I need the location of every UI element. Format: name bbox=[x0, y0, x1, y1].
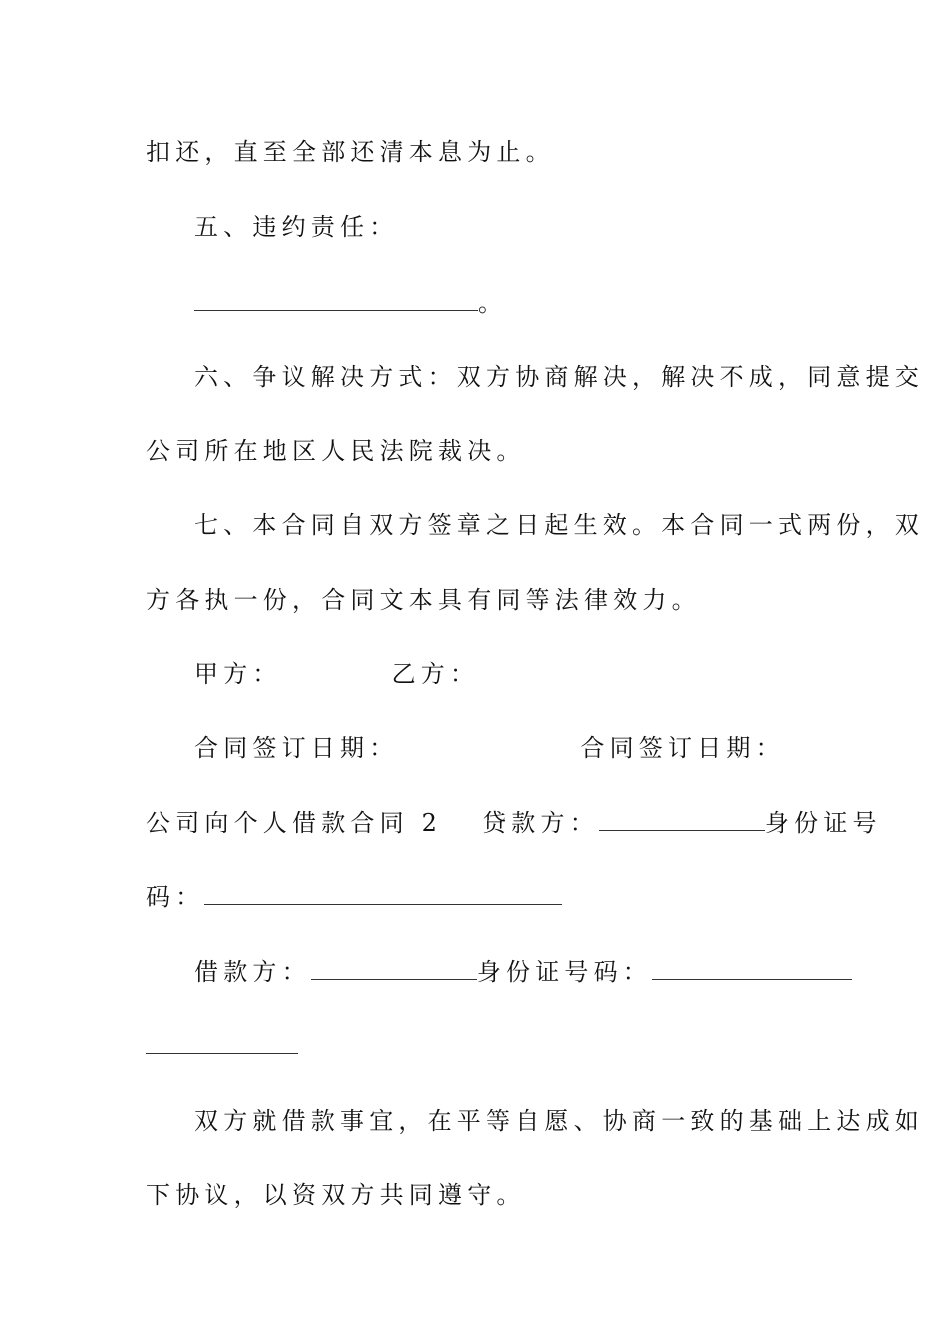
paragraph-effective-line-2: 方各执一份，合同文本具有同等法律效力。 bbox=[146, 586, 701, 614]
paragraph-dispute-line-2: 公司所在地区人民法院裁决。 bbox=[146, 437, 526, 465]
signing-date-b-label: 合同签订日期： bbox=[580, 734, 785, 762]
borrower-id-blank-cont bbox=[146, 1031, 298, 1054]
heading-breach-liability: 五、违约责任： bbox=[194, 213, 399, 241]
breach-liability-blank-line bbox=[194, 288, 816, 318]
lender-id-blank bbox=[204, 882, 562, 905]
paragraph-agreement-line-2: 下协议，以资双方共同遵守。 bbox=[146, 1181, 526, 1209]
contract-2-title: 公司向个人借款合同 2 bbox=[146, 809, 443, 837]
lender-name-blank bbox=[599, 808, 765, 831]
period-mark: 。 bbox=[478, 289, 508, 317]
borrower-name-blank bbox=[311, 957, 477, 980]
lender-label: 贷款方： bbox=[482, 809, 599, 837]
borrower-label: 借款方： bbox=[194, 958, 311, 986]
paragraph-effective-line-1: 七、本合同自双方签章之日起生效。本合同一式两份，双 bbox=[194, 511, 924, 539]
party-signature-line bbox=[194, 659, 816, 689]
paragraph-agreement-line-1: 双方就借款事宜，在平等自愿、协商一致的基础上达成如 bbox=[194, 1107, 924, 1135]
paragraph-repayment-end: 扣还，直至全部还清本息为止。 bbox=[146, 138, 555, 166]
lender-id-label: 身份证号 bbox=[764, 809, 882, 837]
borrower-id-label: 身份证号码： bbox=[476, 958, 653, 986]
party-b-label: 乙方： bbox=[391, 660, 480, 688]
borrower-line bbox=[194, 957, 816, 987]
signing-date-line bbox=[194, 733, 816, 763]
party-a-label: 甲方： bbox=[194, 660, 282, 688]
paragraph-dispute-line-1: 六、争议解决方式：双方协商解决，解决不成，同意提交 bbox=[194, 363, 924, 391]
borrower-id-continuation-line bbox=[146, 1031, 816, 1061]
contract-2-header-line bbox=[146, 808, 882, 838]
signing-date-a-label: 合同签订日期： bbox=[194, 734, 399, 762]
fill-in-blank bbox=[194, 288, 478, 311]
borrower-id-blank bbox=[652, 957, 852, 980]
lender-id-line bbox=[146, 882, 816, 912]
lender-id-label-cont: 码： bbox=[146, 883, 205, 911]
